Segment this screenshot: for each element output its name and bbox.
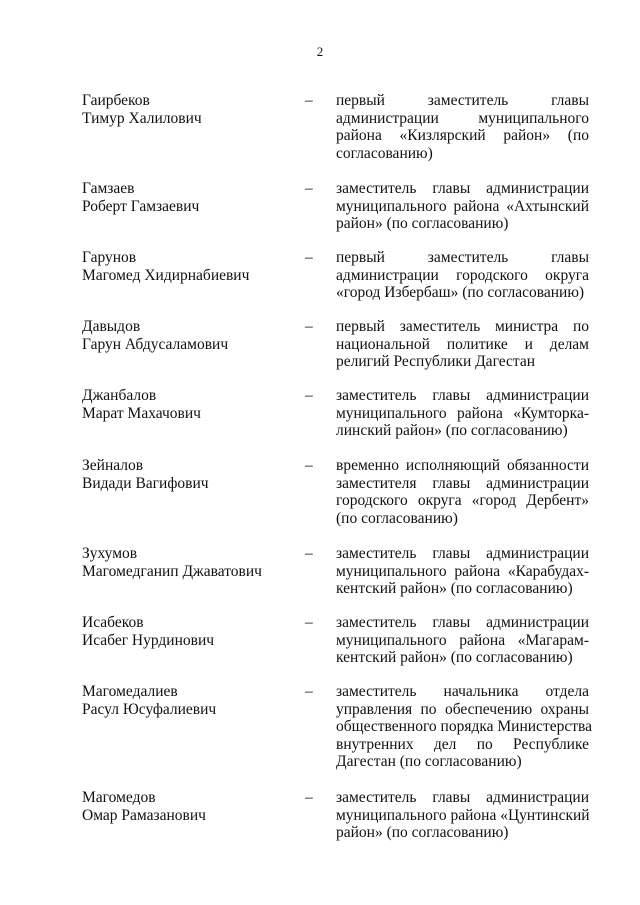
member-surname: Гамзаев bbox=[82, 180, 135, 197]
position-line: муниципального района «Ахтынский bbox=[336, 197, 589, 215]
member-surname: Зейналов bbox=[82, 457, 144, 474]
member-position bbox=[336, 614, 589, 667]
member-given-names: Магомед Хидирнабиевич bbox=[82, 266, 250, 284]
member-surname: Гарунов bbox=[82, 249, 137, 266]
position-line: администрации муниципального bbox=[336, 109, 589, 127]
member-position bbox=[336, 457, 589, 527]
position-line: заместитель начальника отдела bbox=[336, 683, 589, 700]
member-given-names: Видади Вагифович bbox=[82, 474, 209, 492]
position-line: религий Республики Дагестан bbox=[336, 353, 536, 370]
member-surname: Гаирбеков bbox=[82, 92, 150, 109]
position-line: первый заместитель главы bbox=[336, 92, 589, 109]
position-line: заместитель главы администрации bbox=[336, 387, 589, 404]
dash-separator: – bbox=[305, 457, 313, 474]
dash-separator: – bbox=[305, 249, 313, 266]
member-surname: Исабеков bbox=[82, 614, 144, 631]
dash-separator: – bbox=[305, 683, 313, 700]
member-surname: Давыдов bbox=[82, 318, 141, 335]
position-line: общественного порядка Министерства bbox=[336, 718, 592, 735]
position-line: заместителя главы администрации bbox=[336, 474, 589, 492]
member-position bbox=[336, 545, 589, 598]
member-name bbox=[82, 789, 302, 824]
position-line: район» (по согласованию) bbox=[336, 824, 509, 841]
member-surname: Зухумов bbox=[82, 545, 138, 562]
member-name bbox=[82, 92, 302, 127]
member-name bbox=[82, 683, 302, 718]
member-name bbox=[82, 457, 302, 492]
member-surname: Магомедалиев bbox=[82, 683, 178, 700]
member-position bbox=[336, 92, 589, 162]
member-name bbox=[82, 318, 302, 353]
position-line: линский район» (по согласованию) bbox=[336, 422, 568, 439]
member-given-names: Марат Махачович bbox=[82, 404, 201, 422]
member-given-names: Расул Юсуфалиевич bbox=[82, 700, 217, 718]
page-number: 2 bbox=[316, 44, 324, 59]
member-position bbox=[336, 249, 589, 302]
position-line: (по согласованию) bbox=[336, 509, 458, 527]
dash-separator: – bbox=[305, 545, 313, 562]
member-given-names: Гарун Абдусаламович bbox=[82, 335, 229, 353]
position-line: управления по обеспечению охраны bbox=[336, 700, 589, 718]
position-line: временно исполняющий обязанности bbox=[336, 457, 589, 474]
member-position bbox=[336, 683, 592, 771]
position-line: заместитель главы администрации bbox=[336, 180, 589, 197]
position-line: заместитель главы администрации bbox=[336, 614, 589, 631]
member-given-names: Магомедганип Джаватович bbox=[82, 562, 262, 580]
member-name bbox=[82, 614, 302, 649]
member-name bbox=[82, 249, 302, 284]
position-line: муниципального района «Кумторка- bbox=[336, 404, 589, 422]
member-surname: Джанбалов bbox=[82, 387, 157, 404]
dash-separator: – bbox=[305, 387, 313, 404]
position-line: Дагестан (по согласованию) bbox=[336, 753, 522, 770]
position-line: согласованию) bbox=[336, 144, 433, 162]
position-line: национальной политике и делам bbox=[336, 335, 589, 353]
position-line: первый заместитель министра по bbox=[336, 318, 589, 335]
member-name bbox=[82, 545, 302, 580]
position-line: внутренних дел по Республике bbox=[336, 735, 589, 753]
position-line: городского округа «город Дербент» bbox=[336, 492, 589, 509]
member-name bbox=[82, 387, 302, 422]
dash-separator: – bbox=[305, 789, 313, 806]
position-line: муниципального района «Цунтинский bbox=[336, 806, 590, 824]
dash-separator: – bbox=[305, 614, 313, 631]
position-line: администрации городского округа bbox=[336, 266, 589, 284]
member-given-names: Исабег Нурдинович bbox=[82, 631, 215, 649]
member-name bbox=[82, 180, 302, 215]
member-given-names: Роберт Гамзаевич bbox=[82, 197, 200, 215]
position-line: «город Избербаш» (по согласованию) bbox=[336, 284, 585, 301]
member-surname: Магомедов bbox=[82, 789, 156, 806]
position-line: района «Кизлярский район» (по bbox=[336, 127, 589, 144]
position-line: первый заместитель главы bbox=[336, 249, 589, 266]
member-position bbox=[336, 387, 589, 440]
position-line: заместитель главы администрации bbox=[336, 789, 589, 806]
member-given-names: Тимур Халилович bbox=[82, 109, 202, 127]
position-line: муниципального района «Карабудах- bbox=[336, 562, 589, 580]
position-line: кентский район» (по согласованию) bbox=[336, 649, 573, 666]
member-position bbox=[336, 180, 589, 233]
position-line: район» (по согласованию) bbox=[336, 215, 509, 232]
position-line: заместитель главы администрации bbox=[336, 545, 589, 562]
member-position bbox=[336, 318, 589, 371]
position-line: кентский район» (по согласованию) bbox=[336, 580, 573, 597]
member-given-names: Омар Рамазанович bbox=[82, 806, 206, 824]
dash-separator: – bbox=[305, 180, 313, 197]
dash-separator: – bbox=[305, 92, 313, 109]
member-position bbox=[336, 789, 589, 842]
position-line: муниципального района «Магарам- bbox=[336, 631, 589, 649]
dash-separator: – bbox=[305, 318, 313, 335]
